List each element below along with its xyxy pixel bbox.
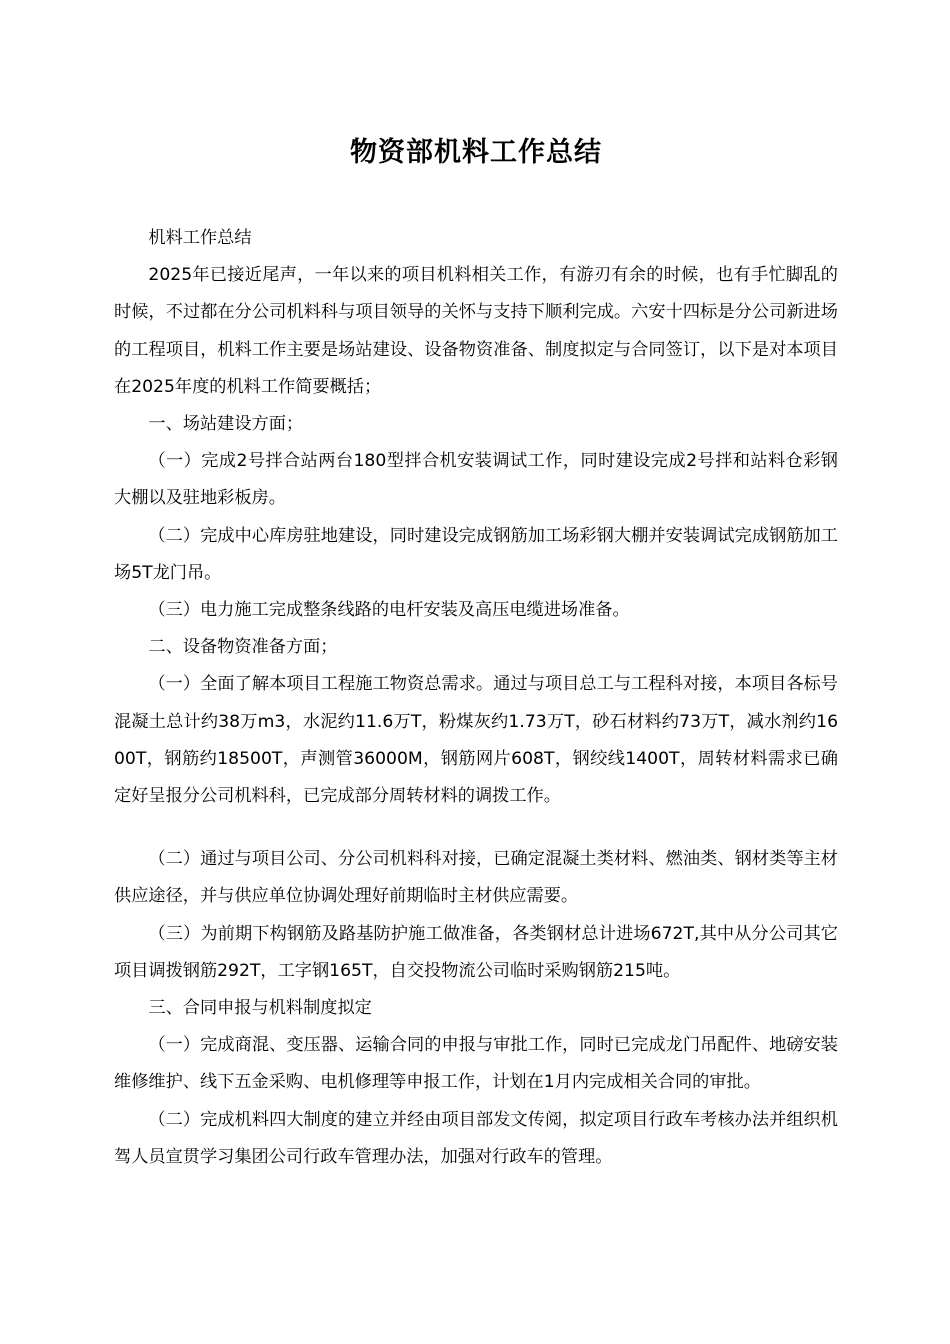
section-heading: 二、设备物资准备方面；: [148, 637, 338, 658]
intro-paragraph: 2025年已接近尾声，一年以来的项目机料相关工作，有游刃有余的时候，也有手忙脚乱的时候，不过都在分公司机料科与项目领导的关怀与支持下顺利完成。六安十四标是分公司新进场的工程项目，机料工作主要是场站建设、设备物资准备、制度拟定与合同签订，以下是对本项目在2025年度的机料工作简要概括；: [114, 265, 838, 397]
list-item: （三）为前期下构钢筋及路基防护施工做准备，各类钢材总计进场672T,其中从分公司其它项目调拨钢筋292T，工字钢165T，自交投物流公司临时采购钢筋215吨。: [114, 923, 838, 981]
list-item: （一）全面了解本项目工程施工物资总需求。通过与项目总工与工程科对接，本项目各标号混凝土总计约38万m3，水泥约11.6万T，粉煤灰约1.73万T，砂石材料约73万T，减水剂约1600T，钢筋约18500T，声测管36000M，钢筋网片608T，钢绞线1400T，周转材料需求已确定好呈报分公司机料科，已完成部分周转材料的调拨工作。: [114, 674, 838, 807]
list-item: （二）完成中心库房驻地建设，同时建设完成钢筋加工场彩钢大棚并安装调试完成钢筋加工场5T龙门吊。: [114, 525, 838, 583]
section-heading: 机料工作总结: [148, 228, 252, 248]
list-item: （一）完成商混、变压器、运输合同的申报与审批工作，同时已完成龙门吊配件、地磅安装维修维护、线下五金采购、电机修理等申报工作，计划在1月内完成相关合同的审批。: [114, 1035, 838, 1093]
document-title: 物资部机料工作总结: [350, 137, 602, 168]
list-item: （三）电力施工完成整条线路的电杆安装及高压电缆进场准备。: [148, 600, 630, 621]
list-item: （二）通过与项目公司、分公司机料科对接，已确定混凝土类材料、燃油类、钢材类等主材供应途径，并与供应单位协调处理好前期临时主材供应需要。: [114, 849, 838, 907]
list-item: （二）完成机料四大制度的建立并经由项目部发文传阅，拟定项目行政车考核办法并组织机驾人员宣贯学习集团公司行政车管理办法，加强对行政车的管理。: [114, 1109, 838, 1167]
section-heading: 一、场站建设方面；: [148, 414, 304, 435]
section-heading: 三、合同申报与机料制度拟定: [148, 998, 372, 1019]
list-item: （一）完成2号拌合站两台180型拌合机安装调试工作，同时建设完成2号拌和站料仓彩钢大棚以及驻地彩板房。: [114, 451, 838, 509]
